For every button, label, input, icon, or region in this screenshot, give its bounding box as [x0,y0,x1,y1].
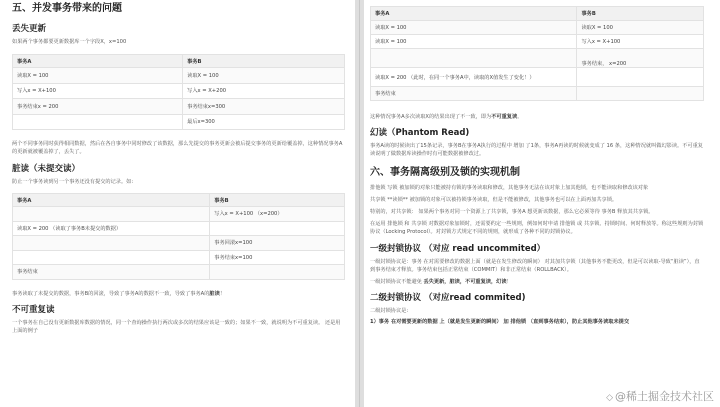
table-row [13,207,345,222]
table-cell: 事务结束x = 200 [13,99,183,115]
dirty-read-note-text: 事务读取了未提交的数据，事务B的回滚，导致了事务A的数据不一致，导致了事务A的 [12,290,210,297]
table-cell [210,221,345,236]
lost-update-intro: 如果两个事务都要更新数据库一个字段X，x=100 [12,39,127,45]
watermark [606,388,714,404]
lost-update-table [12,54,345,130]
table-cell [371,49,577,68]
table-cell: 读取X = 100 [13,68,183,84]
table-cell: 事务结束 [371,87,577,101]
table-cell: 事务结束， x=200 [577,49,704,68]
lost-update-note: 两个不同事务同时获得相同数据，然后在各自事务中同时修改了该数据，那么先提交的事务更新会被后提交事务的更新给覆盖掉，这种情况事务A的更新就被覆盖掉了，丢失了。 [12,141,343,155]
dirty-read-note-end: ！ [219,290,226,297]
level1-lock-summary [370,278,704,286]
heading-level1-lock: 一级封锁协议 （对应 read uncommited） [370,244,546,254]
table-cell: 事务结束x=100 [210,250,345,265]
dirty-read-note-bold: 脏读 [209,290,220,297]
table-cell: 读取X = 200 （此时，在同一个事务A中，读取的X值发生了变化！） [371,68,577,87]
level1-summary-bold: 丢失更新，脏读，不可重复读，幻读 [423,279,507,285]
page-spine [359,0,360,407]
level1-lock-text: 一级封锁协议是：事务 在对需要修改的数据上面（就是在发生修改的瞬间） 对其加共享锁（其他事务不能更改，但是可以读取-导致“脏读”），直到事务结束才释放。事务结束包括正常结束（COMMIT）和非正常结束（ROLLBACK）。 [370,259,700,273]
heading-dirty-read: 脏读（未提交读） [12,164,81,174]
table-cell: 读取X = 100 [577,21,704,35]
section-title-five: 五、并发事务带来的问题 [12,3,122,14]
table-row [13,265,345,280]
watermark-text: @稀土掘金技术社区 [615,390,714,403]
table-cell: 写入x = X+200 [183,83,345,99]
table-cell: 最后x=300 [183,114,345,130]
heading-phantom-read: 幻读（Phantom Read) [370,128,470,138]
table-header: 事务B [577,7,704,21]
dirty-read-table [12,193,345,280]
non-repeatable-table [370,6,704,101]
shared-lock-text: 共享锁 **读锁** 被加锁的对象可以被持锁事务读取，但是不能被修改，其他事务也可以在上面再加共享锁。 [370,197,618,203]
table-row [13,83,345,99]
table-cell [13,207,210,222]
table-cell [13,114,183,130]
table-row [13,114,345,130]
table-header: 事务B [183,55,345,68]
table-row [371,87,704,101]
non-repeatable-note [370,113,704,121]
table-cell [210,265,345,280]
juejin-logo-icon: ◇ [606,393,613,403]
locking-protocol-text: 在运用 排他锁 和 共享锁 对数据对象加锁时，还需要约定一些规则，例如何时申请 排他锁 或 共享锁、持锁时间、何时释放等。称这些规则为封锁协议（Locking Protocol）。对封锁方式规定不同的规则，就形成了各种不同的封锁协议。 [370,221,704,235]
table-cell: 事务结束x=300 [183,99,345,115]
table-cell [577,68,704,87]
right-page [364,0,720,407]
table-cell: 读取X = 100 [371,21,577,35]
table-row [13,99,345,115]
heading-non-repeatable-read: 不可重复读 [12,304,55,315]
non-repeatable-note-text: 这种情况事务A多次读取X的结果出现了不一致，即为 [370,114,492,120]
table-cell: 读取X = 100 [371,35,577,49]
table-cell: 事务结束 [13,265,210,280]
table-row [13,250,345,265]
table-header: 事务A [13,194,210,207]
table-row [13,236,345,251]
table-cell: 写入x = X+100 [13,83,183,99]
table-cell: 读取X = 100 [183,68,345,84]
level2-item1-bold: 1）事务 在对需要更新的数据 上（就是发生更新的瞬间） 加 排他锁 （直到事务结束），防止其他事务读取未提交 [370,319,630,325]
exclusive-lock-text: 排他锁 写锁 被加锁的对象只能被持有锁的事务读取和修改，其他事务无法在该对象上加其他锁，也不能读取和修改该对象 [370,185,649,191]
table-cell [13,236,210,251]
level2-lock-item1 [370,318,704,326]
table-cell [13,250,210,265]
table-cell: 事务回滚x=100 [210,236,345,251]
table-row [371,68,704,87]
dirty-read-note [12,290,345,298]
table-row [13,68,345,84]
level1-summary-text: 一级封锁协议不能避免 [370,279,424,285]
section-title-six: 六、事务隔离级别及锁的实现机制 [370,167,520,178]
table-row [13,221,345,236]
table-cell: 写入x = X+100 （x=200） [210,207,345,222]
level1-summary-end: ！ [506,279,512,285]
heading-lost-update: 丢失更新 [12,24,47,34]
table-cell [577,87,704,101]
dirty-read-intro: 防止一个事务读到另一个事务还没有提交的记录。如: [12,179,134,185]
level2-lock-intro: 二级封锁协议是: [370,308,409,314]
table-header: 事务A [371,7,577,21]
non-repeatable-note-end: 。 [517,114,523,120]
shared-lock-special-text: 特别的，对共享锁： 如果两个事务对同一个资源上了共享锁，事务A 想更新该数据，那么它必须等待 事务B 释放其共享锁。 [370,209,654,215]
table-cell: 读取X = 200 （读取了事务B未提交的数据） [13,221,210,236]
left-page [0,0,355,407]
table-row [371,35,704,49]
table-cell: 写入x = X+100 [577,35,704,49]
non-repeatable-note-bold: 不可重复读 [491,114,518,120]
heading-level2-lock: 二级封锁协议 （对应read commited) [370,293,526,303]
table-row [371,49,704,68]
table-row [371,21,704,35]
table-header: 事务A [13,55,183,68]
phantom-read-text: 事务A读的时候读出了15条记录，事务B在事务A执行的过程中 增加 了1条，事务A再读的时候就变成了 16 条，这种情况就叫做幻影读。不可重复读说明了做数据库读操作时有可能数据被修改过。 [370,143,703,157]
table-header: 事务B [210,194,345,207]
non-repeatable-text: 一个事务在自己没有更新数据库数据的情况，同一个查询操作执行两次或多次的结果应该是一致的；如果不一致，就说明为不可重复读。 还是用上面的例子 [12,319,341,334]
